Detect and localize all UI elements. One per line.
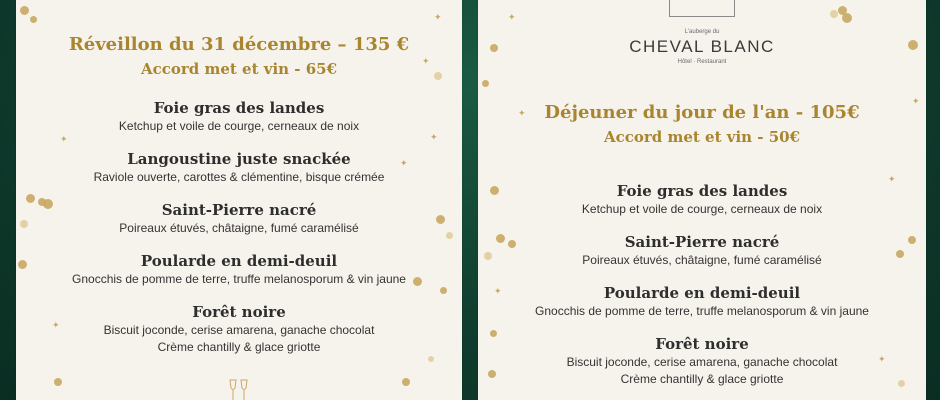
course-description: Crème chantilly & glace griotte <box>620 372 784 386</box>
confetti-dot <box>30 16 37 23</box>
sparkle-icon: ✦ <box>400 159 408 169</box>
sparkle-icon: ✦ <box>430 133 438 143</box>
course-description: Ketchup et voile de courge, cerneaux de noix <box>118 119 360 133</box>
course-description: Ketchup et voile de courge, cerneaux de noix <box>581 202 823 216</box>
logo-tagline: Hôtel · Restaurant <box>677 59 727 65</box>
sparkle-icon: ✦ <box>508 13 516 23</box>
sparkle-icon: ✦ <box>52 321 60 331</box>
confetti-dot <box>842 13 852 23</box>
logo-name: CHEVAL BLANC <box>629 37 775 56</box>
course-description: Gnocchis de pomme de terre, truffe melanosporum & vin jaune <box>72 272 406 286</box>
building-logo-icon <box>669 0 735 17</box>
confetti-dot <box>482 80 489 87</box>
menu-title: Déjeuner du jour de l'an - 105€ <box>544 102 860 123</box>
confetti-dot <box>402 378 410 386</box>
course-description: Crème chantilly & glace griotte <box>157 340 321 354</box>
sparkle-icon: ✦ <box>878 355 886 365</box>
champagne-glasses-icon <box>224 378 254 400</box>
menu-card-new-years-day <box>478 0 926 400</box>
course-description: Biscuit joconde, cerise amarena, ganache chocolat <box>103 323 375 337</box>
course-name: Langoustine juste snackée <box>127 150 351 168</box>
sparkle-icon: ✦ <box>422 57 430 67</box>
menu-card-new-years-eve <box>16 0 462 400</box>
confetti-dot <box>830 10 838 18</box>
course-description: Poireaux étuvés, châtaigne, fumé caramélisé <box>582 253 822 267</box>
confetti-dot <box>54 378 62 386</box>
confetti-dot <box>20 6 29 15</box>
course-description: Raviole ouverte, carottes & clémentine, bisque crémée <box>93 170 385 184</box>
sparkle-icon: ✦ <box>912 97 920 107</box>
course-description: Gnocchis de pomme de terre, truffe melanosporum & vin jaune <box>535 304 869 318</box>
logo-subtitle: L'auberge du <box>684 29 720 35</box>
course-name: Forêt noire <box>655 335 749 353</box>
sparkle-icon: ✦ <box>60 135 68 145</box>
course-name: Foie gras des landes <box>616 182 788 200</box>
course-name: Saint-Pierre nacré <box>624 233 780 251</box>
sparkle-icon: ✦ <box>494 287 502 297</box>
course-description: Poireaux étuvés, châtaigne, fumé caramélisé <box>119 221 359 235</box>
course-description: Biscuit joconde, cerise amarena, ganache chocolat <box>566 355 838 369</box>
menu-title: Réveillon du 31 décembre – 135 € <box>68 34 410 55</box>
course-name: Foie gras des landes <box>153 99 325 117</box>
course-name: Poularde en demi-deuil <box>603 284 801 302</box>
wine-pairing-price: Accord met et vin - 50€ <box>603 128 801 146</box>
sparkle-icon: ✦ <box>434 13 442 23</box>
course-name: Forêt noire <box>192 303 286 321</box>
sparkle-icon: ✦ <box>888 175 896 185</box>
confetti-dot <box>440 287 447 294</box>
wine-pairing-price: Accord met et vin - 65€ <box>140 60 338 78</box>
sparkle-icon: ✦ <box>518 109 526 119</box>
course-name: Saint-Pierre nacré <box>161 201 317 219</box>
course-name: Poularde en demi-deuil <box>140 252 338 270</box>
confetti-dot <box>428 356 434 362</box>
